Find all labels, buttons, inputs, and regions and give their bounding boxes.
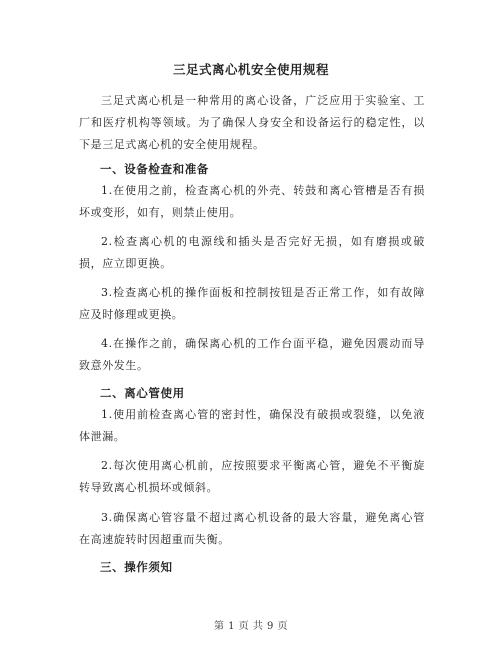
page-number-footer: 第 1 页 共 9 页 [213, 621, 289, 632]
equipment-check-item-4: 4.在操作之前，确保离心机的工作台面平稳，避免因震动而导致意外发生。 [79, 337, 425, 373]
equipment-check-item-2: 2.检查离心机的电源线和插头是否完好无损，如有磨损或破损，应立即更换。 [79, 235, 425, 271]
section-heading-equipment-check: 一、设备检查和准备 [100, 162, 209, 176]
intro-paragraph: 三足式离心机是一种常用的离心设备，广泛应用于实验室、工厂和医疗机构等领域。为了确保人身安全和设备运行的稳定性，以下是三足式离心机的安全使用规程。 [79, 94, 425, 152]
equipment-check-item-1: 1.在使用之前，检查离心机的外壳、转鼓和离心管槽是否有损坏或变形，如有，则禁止使用。 [79, 184, 425, 220]
section-heading-operation-notes: 三、操作须知 [100, 560, 173, 574]
tube-usage-item-3: 3.确保离心管容量不超过离心机设备的最大容量，避免离心管在高速旋转时因超重而失衡。 [79, 511, 425, 547]
equipment-check-item-3: 3.检查离心机的操作面板和控制按钮是否正常工作，如有故障应及时修理或更换。 [79, 286, 425, 322]
tube-usage-item-1: 1.使用前检查离心管的密封性，确保没有破损或裂缝，以免液体泄漏。 [79, 408, 425, 444]
tube-usage-item-2: 2.每次使用离心机前，应按照要求平衡离心管，避免不平衡旋转导致离心机损坏或倾斜。 [79, 459, 425, 495]
section-heading-tube-usage: 二、离心管使用 [100, 386, 185, 400]
document-title: 三足式离心机安全使用规程 [172, 62, 329, 77]
